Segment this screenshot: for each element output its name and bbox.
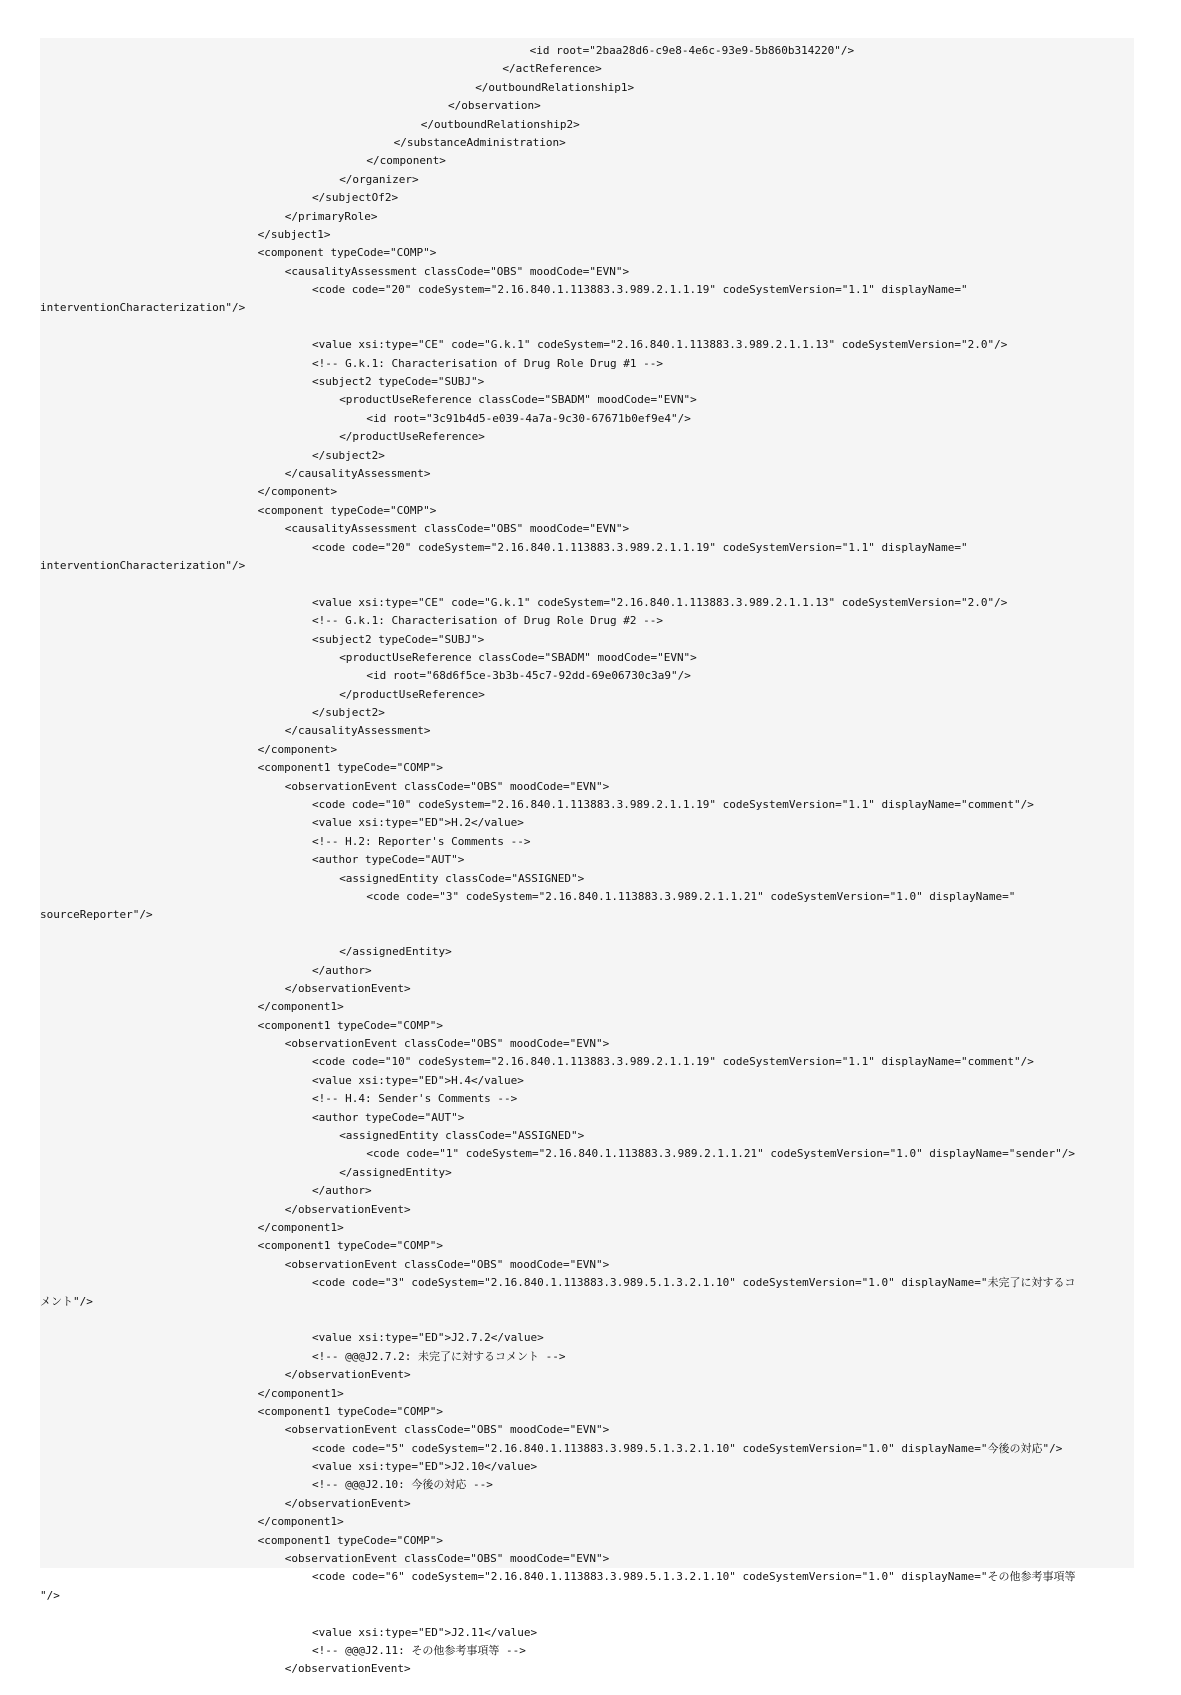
code-line: <subject2 typeCode="SUBJ"> <box>312 632 485 646</box>
code-line: <component typeCode="COMP"> <box>257 503 437 517</box>
code-line: <!-- H.2: Reporter's Comments --> <box>312 834 531 848</box>
code-line: <id root="68d6f5ce-3b3b-45c7-92dd-69e06730c3a9"/> <box>366 669 691 683</box>
code-line: </substanceAdministration> <box>393 135 566 149</box>
line-gap <box>40 1311 1140 1329</box>
code-line: </observationEvent> <box>284 1202 411 1216</box>
code-line: <code code="3" codeSystem="2.16.840.1.113883.3.989.2.1.1.21" codeSystemVersion="1.0" displayName=" <box>366 889 1016 903</box>
xml-listing <box>40 42 1140 1679</box>
code-line: </outboundRelationship2> <box>420 117 580 131</box>
code-line: <!-- @@@J2.11: その他参考事項等 --> <box>312 1643 526 1657</box>
code-line: <!-- @@@J2.7.2: 未完了に対するコメント --> <box>312 1349 566 1363</box>
code-line: </primaryRole> <box>284 209 378 223</box>
code-line: <observationEvent classCode="OBS" moodCode="EVN"> <box>284 1423 610 1437</box>
line-gap <box>40 575 1140 593</box>
code-line: </productUseReference> <box>339 687 485 701</box>
code-line: </observationEvent> <box>284 1662 411 1676</box>
code-line: <code code="20" codeSystem="2.16.840.1.113883.3.989.2.1.1.19" codeSystemVersion="1.1" displayName=" <box>312 540 968 554</box>
code-line: <value xsi:type="CE" code="G.k.1" codeSystem="2.16.840.1.113883.3.989.2.1.1.13" codeSystemVersion="2.0"/> <box>312 595 1008 609</box>
code-line: <code code="3" codeSystem="2.16.840.1.113883.3.989.5.1.3.2.1.10" codeSystemVersion="1.0" displayName="未完了に対するコ <box>312 1276 1076 1290</box>
code-line: <id root="3c91b4d5-e039-4a7a-9c30-67671b0ef9e4"/> <box>366 411 691 425</box>
code-line: </author> <box>312 1184 372 1198</box>
code-line: メント"/> <box>40 1294 93 1308</box>
line-gap <box>40 1605 1140 1623</box>
code-line: <assignedEntity classCode="ASSIGNED"> <box>339 871 585 885</box>
code-line: </actReference> <box>502 62 602 76</box>
code-line: <observationEvent classCode="OBS" moodCode="EVN"> <box>284 1552 610 1566</box>
code-line: <productUseReference classCode="SBADM" moodCode="EVN"> <box>339 650 697 664</box>
code-line: </observationEvent> <box>284 1368 411 1382</box>
code-line: <component1 typeCode="COMP"> <box>257 761 444 775</box>
line-gap <box>40 925 1140 943</box>
code-line: "/> <box>40 1588 60 1602</box>
code-line: </subject2> <box>312 448 385 462</box>
code-line: </component> <box>257 485 338 499</box>
code-line: </component> <box>366 154 446 168</box>
code-line: <component1 typeCode="COMP"> <box>257 1239 444 1253</box>
code-line: <causalityAssessment classCode="OBS" moodCode="EVN"> <box>284 264 630 278</box>
code-line: <value xsi:type="ED">H.2</value> <box>312 816 524 830</box>
code-line: <observationEvent classCode="OBS" moodCode="EVN"> <box>284 1257 610 1271</box>
code-line: </productUseReference> <box>339 430 485 444</box>
code-line: <value xsi:type="ED">H.4</value> <box>312 1073 524 1087</box>
code-line: sourceReporter"/> <box>40 908 153 922</box>
code-line: <code code="10" codeSystem="2.16.840.1.113883.3.989.2.1.1.19" codeSystemVersion="1.1" displayName="comment"/> <box>312 1055 1034 1069</box>
code-line: <assignedEntity classCode="ASSIGNED"> <box>339 1129 585 1143</box>
code-line: </observationEvent> <box>284 981 411 995</box>
code-line: <!-- G.k.1: Characterisation of Drug Role Drug #1 --> <box>312 356 663 370</box>
code-line: <author typeCode="AUT"> <box>312 853 465 867</box>
code-line: <productUseReference classCode="SBADM" moodCode="EVN"> <box>339 393 697 407</box>
code-line: <value xsi:type="ED">J2.10</value> <box>312 1460 538 1474</box>
code-line: <!-- @@@J2.10: 今後の対応 --> <box>312 1478 493 1492</box>
code-line: <!-- G.k.1: Characterisation of Drug Role Drug #2 --> <box>312 614 663 628</box>
code-line: <id root="2baa28d6-c9e8-4e6c-93e9-5b860b314220"/> <box>529 44 855 57</box>
code-line: <code code="5" codeSystem="2.16.840.1.113883.3.989.5.1.3.2.1.10" codeSystemVersion="1.0" displayName="今後の対応"/> <box>312 1441 1063 1455</box>
code-line: </subject2> <box>312 706 385 720</box>
code-line: <value xsi:type="ED">J2.7.2</value> <box>312 1331 544 1345</box>
code-line: </causalityAssessment> <box>284 724 431 738</box>
line-gap <box>40 318 1140 336</box>
code-line: </component1> <box>257 1221 344 1234</box>
code-line: <code code="10" codeSystem="2.16.840.1.113883.3.989.2.1.1.19" codeSystemVersion="1.1" displayName="comment"/> <box>312 798 1034 812</box>
code-line: <code code="20" codeSystem="2.16.840.1.113883.3.989.2.1.1.19" codeSystemVersion="1.1" displayName=" <box>312 283 968 297</box>
code-line: </author> <box>312 963 372 977</box>
code-line: <component1 typeCode="COMP"> <box>257 1533 444 1547</box>
code-line: </outboundRelationship1> <box>475 80 635 94</box>
code-line: </component1> <box>257 1386 344 1400</box>
code-line: <component typeCode="COMP"> <box>257 246 437 260</box>
code-line: <value xsi:type="ED">J2.11</value> <box>312 1625 538 1639</box>
code-line: </assignedEntity> <box>339 945 452 959</box>
code-line: <component1 typeCode="COMP"> <box>257 1404 444 1418</box>
code-line: interventionCharacterization"/> <box>40 301 246 315</box>
code-line: <!-- H.4: Sender's Comments --> <box>312 1092 518 1106</box>
code-line: <observationEvent classCode="OBS" moodCode="EVN"> <box>284 1037 610 1051</box>
code-line: </component1> <box>257 1000 344 1014</box>
code-line: <author typeCode="AUT"> <box>312 1110 465 1124</box>
code-line: </component> <box>257 742 338 756</box>
code-line: <code code="6" codeSystem="2.16.840.1.113883.3.989.5.1.3.2.1.10" codeSystemVersion="1.0" displayName="その他参考事項等 <box>312 1570 1076 1584</box>
code-line: <causalityAssessment classCode="OBS" moodCode="EVN"> <box>284 522 630 536</box>
code-line: </organizer> <box>339 172 419 186</box>
code-line: <component1 typeCode="COMP"> <box>257 1018 444 1032</box>
code-line: </observation> <box>448 99 541 113</box>
code-line: </causalityAssessment> <box>284 466 431 480</box>
code-line: </component1> <box>257 1515 344 1529</box>
code-line: <observationEvent classCode="OBS" moodCode="EVN"> <box>284 779 610 793</box>
code-line: interventionCharacterization"/> <box>40 558 246 572</box>
code-line: <subject2 typeCode="SUBJ"> <box>312 375 485 389</box>
code-line: </subjectOf2> <box>312 191 399 205</box>
code-line: </subject1> <box>257 227 331 241</box>
code-line: </assignedEntity> <box>339 1165 452 1179</box>
code-line: <code code="1" codeSystem="2.16.840.1.113883.3.989.2.1.1.21" codeSystemVersion="1.0" displayName="sender"/> <box>366 1147 1076 1161</box>
code-line: </observationEvent> <box>284 1496 411 1510</box>
code-line: <value xsi:type="CE" code="G.k.1" codeSystem="2.16.840.1.113883.3.989.2.1.1.13" codeSystemVersion="2.0"/> <box>312 338 1008 352</box>
